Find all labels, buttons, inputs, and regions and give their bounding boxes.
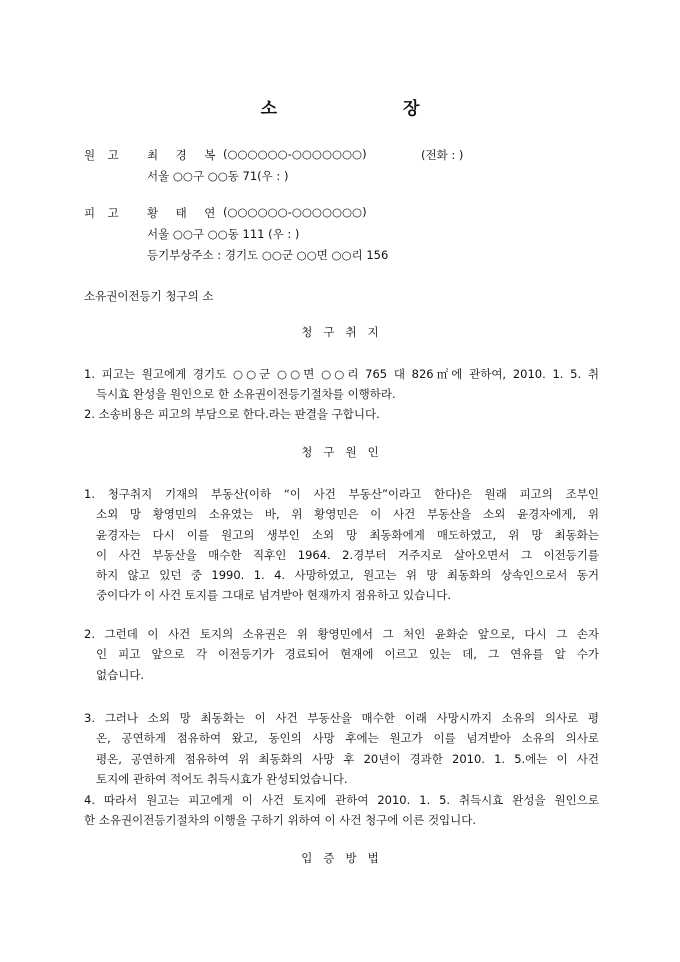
claim-purpose-item-1	[84, 364, 599, 405]
text-line: 소외 망 황영민의 소유였는 바, 위 황영민은 이 사건 부동산을 소외 윤경자에게, 위	[96, 507, 599, 522]
text-line: 이 사건 부동산을 매수한 직후인 1964. 2.경부터 거주지로 살아오면서 그 이전등기를	[96, 547, 599, 562]
claim-cause-item-1	[84, 484, 599, 606]
plaintiff-address: 서울 ○○구 ○○동 71(우 : )	[147, 169, 289, 183]
text-line: 윤경자는 다시 이를 원고의 생부인 소외 망 최동화에게 매도하였고, 위 망 최동화는	[96, 527, 599, 542]
claim-cause-item-3	[84, 708, 599, 789]
text-line: 없습니다.	[96, 667, 145, 682]
text-line: 한 소유권이전등기절차의 이행을 구하기 위하여 이 사건 청구에 이른 것입니다.	[84, 813, 477, 828]
text-line: 인 피고 앞으로 각 이전등기가 경료되어 현재에 이르고 있는 데, 그 연유를 알 수가	[96, 647, 599, 662]
text-line: 하지 않고 있던 중 1990. 1. 4. 사망하였고, 원고는 위 망 최동화의 상속인으로서 동거	[96, 568, 599, 583]
defendant-name: 황태연	[147, 206, 233, 220]
document-title: 소 장	[260, 99, 480, 119]
claim-purpose-heading: 청구취지	[301, 325, 390, 339]
text-line: 1. 피고는 원고에게 경기도 ○○군 ○○면 ○○리 765 대 826㎡에 관하여, 2010. 1. 5. 취	[84, 367, 599, 381]
plaintiff-phone: (전화 : )	[421, 148, 464, 162]
text-line: 2. 소송비용은 피고의 부담으로 한다.라는 판결을 구합니다.	[84, 407, 380, 421]
defendant-label: 피고	[84, 206, 132, 220]
text-line: 토지에 관하여 적어도 취득시효가 완성되었습니다.	[96, 771, 348, 786]
text-line: 득시효 완성을 원인으로 한 소유권이전등기절차를 이행하라.	[96, 387, 396, 402]
claim-cause-item-2	[84, 624, 599, 685]
plaintiff-name: 최경복	[147, 148, 233, 162]
text-line: 온, 공연하게 점유하여 왔고, 동인의 사망 후에는 원고가 이를 넘겨받아 소유의 의사로	[96, 731, 599, 746]
plaintiff-label: 원고	[84, 148, 132, 162]
claim-cause-heading: 청구원인	[301, 445, 390, 459]
evidence-heading: 입증방법	[301, 851, 390, 865]
text-line: 1. 청구취지 기재의 부동산(이하 “이 사건 부동산”이라고 한다)은 원래 피고의 조부인	[84, 487, 599, 501]
case-name: 소유권이전등기 청구의 소	[84, 289, 214, 303]
defendant-registry-address: 등기부상주소 : 경기도 ○○군 ○○면 ○○리 156	[147, 248, 389, 262]
text-line: 평온, 공연하게 점유하여 위 최동화의 사망 후 20년이 경과한 2010. 1. 5.에는 이 사건	[96, 751, 599, 766]
claim-purpose-item-2	[84, 404, 599, 424]
text-line: 2. 그런데 이 사건 토지의 소유권은 위 황영민에서 그 처인 윤화순 앞으로, 다시 그 손자	[84, 627, 599, 641]
defendant-id-number: (○○○○○○-○○○○○○○)	[223, 205, 367, 219]
defendant-address: 서울 ○○구 ○○동 111 (우 : )	[147, 227, 300, 241]
text-line: 3. 그러나 소외 망 최동화는 이 사건 부동산을 매수한 이래 사망시까지 소유의 의사로 평	[84, 711, 599, 725]
text-line: 중이다가 이 사건 토지를 그대로 넘겨받아 현재까지 점유하고 있습니다.	[96, 588, 452, 603]
claim-cause-item-4	[84, 790, 599, 831]
text-line: 4. 따라서 원고는 피고에게 이 사건 토지에 관하여 2010. 1. 5. 취득시효 완성을 원인으로	[84, 793, 599, 807]
plaintiff-id-number: (○○○○○○-○○○○○○○)	[223, 147, 367, 161]
